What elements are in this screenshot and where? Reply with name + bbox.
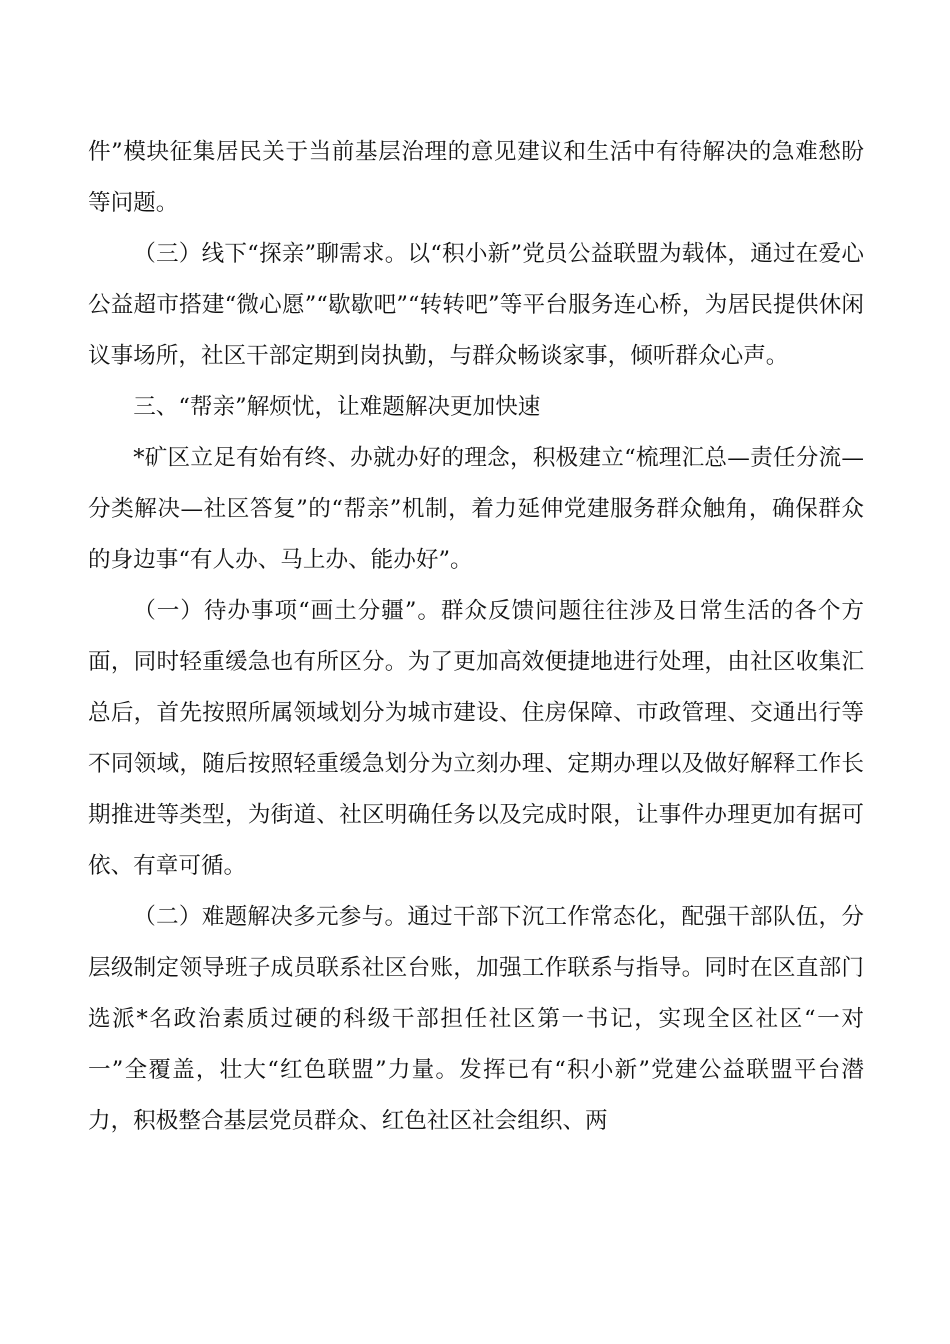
paragraph-offline-visits: （三）线下“探亲”聊需求。以“积小新”党员公益联盟为载体，通过在爱心公益超市搭建“微心愿”“歇歇吧”“转转吧”等平台服务连心桥，为居民提供休闲议事场所，社区干部定期到岗执勤，与群众畅谈家事，倾听群众心声。 [88, 241, 864, 369]
section-heading-three: 三、“帮亲”解烦忧，让难题解决更加快速 [133, 394, 541, 420]
paragraph-pending-items: （一）待办事项“画土分疆”。群众反馈问题往往涉及日常生活的各个方面，同时轻重缓急也有所区分。为了更加高效便捷地进行处理，由社区收集汇总后，首先按照所属领域划分为城市建设、住房保障、市政管理、交通出行等不同领域，随后按照轻重缓急划分为立刻办理、定期办理以及做好解释工作长期推进等类型，为街道、社区明确任务以及完成时限，让事件办理更加有据可依、有章可循。 [88, 598, 864, 879]
paragraph-continuation: 件”模块征集居民关于当前基层治理的意见建议和生活中有待解决的急难愁盼等问题。 [88, 139, 864, 216]
document-body [88, 127, 864, 1147]
paragraph-multi-participation: （二）难题解决多元参与。通过干部下沉工作常态化，配强干部队伍，分层级制定领导班子成员联系社区台账，加强工作联系与指导。同时在区直部门选派*名政治素质过硬的科级干部担任社区第一书记，实现全区社区“一对一”全覆盖，壮大“红色联盟”力量。发挥已有“积小新”党建公益联盟平台潜力，积极整合基层党员群众、红色社区社会组织、两 [88, 904, 864, 1134]
paragraph-mechanism: *矿区立足有始有终、办就办好的理念，积极建立“梳理汇总—责任分流—分类解决—社区答复”的“帮亲”机制，着力延伸党建服务群众触角，确保群众的身边事“有人办、马上办、能办好”。 [88, 445, 864, 573]
